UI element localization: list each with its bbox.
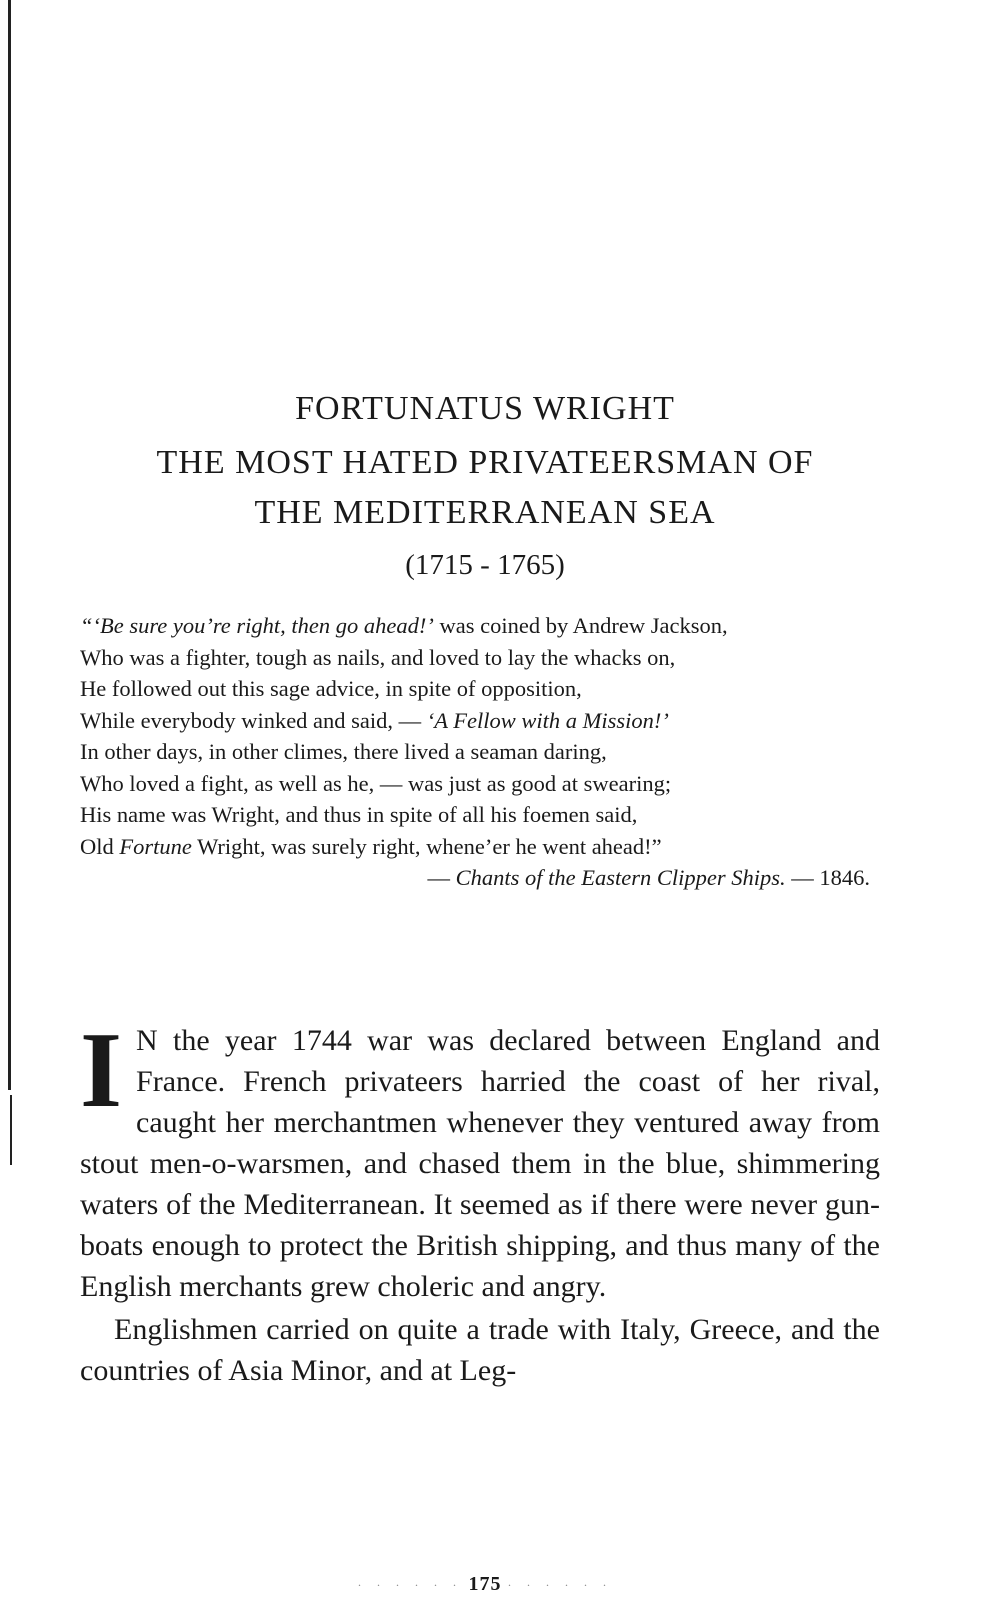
verse-line-8 [80,831,880,863]
verse-line-3: He followed out this sage advice, in spite of opposition, [80,676,582,701]
chapter-title: FORTUNATUS WRIGHT [295,390,675,427]
verse-line-8-start: Old [80,833,120,859]
body-paragraph-2: Englishmen carried on quite a trade with Italy, Greece, and the countries of Asia Minor, and at Leg- [80,1313,880,1387]
page-footer [80,1573,890,1596]
chapter-dates: (1715 - 1765) [405,549,565,581]
body-paragraph-1 [80,1011,880,1307]
verse-line-5: In other days, in other climes, there lived a seaman daring, [80,739,607,764]
page-binding-edge [8,0,11,1090]
chapter-body [80,1011,880,1391]
verse-line-2: Who was a fighter, tough as nails, and loved to lay the whacks on, [80,644,676,670]
book-page [80,0,890,1617]
verse-mission-italic: ‘A Fellow with a Mission!’ [426,707,669,733]
verse-line-4-text: While everybody winked and said, — [80,707,427,733]
verse-fortune-italic: Fortune [119,833,192,859]
epigraph-verse [80,610,880,894]
page-number: 175 [468,1573,502,1595]
footer-rule-right: · · · · · · [507,1577,613,1592]
verse-line-1 [80,610,880,642]
drop-cap-initial: I [80,1011,123,1130]
chapter-subtitle-line-1: THE MOST HATED PRIVATEERSMAN OF [156,444,814,481]
verse-line-1-text: was coined by Andrew Jackson, [433,613,728,638]
chapter-title-block [80,385,890,585]
verse-line-6: Who loved a fight, as well as he, — was just as good at swearing; [80,770,672,796]
chapter-subtitle-line-2: THE MEDITERRANEAN SEA [254,494,716,531]
body-paragraph-1-text: N the year 1744 war was declared between England and France. French privateers harried the coast of her rival, caught her merchantmen whenever they ventured away from stout men-o-warsmen, and chased them in the blue, shimmering waters of the Mediterranean. It seemed as if there were never gun-boats enough to protect the British shipping, and thus many of the English merchants grew choleric and angry. [80,1024,880,1303]
verse-line-8-rest: Wright, was surely right, whene’er he went ahead!” [191,833,662,859]
page-binding-edge-lower [10,1095,12,1165]
verse-line-4 [80,705,880,737]
attribution-source: Chants of the Eastern Clipper Ships. [455,865,786,890]
footer-rule-left: · · · · · · [357,1577,463,1592]
attribution-year: — 1846. [785,865,870,890]
verse-quote-italic: “‘Be sure you’re right, then go ahead!’ [80,613,434,638]
attribution-dash: — [427,865,456,890]
verse-line-7: His name was Wright, and thus in spite of all his foemen said, [80,802,638,827]
verse-attribution [80,862,880,894]
